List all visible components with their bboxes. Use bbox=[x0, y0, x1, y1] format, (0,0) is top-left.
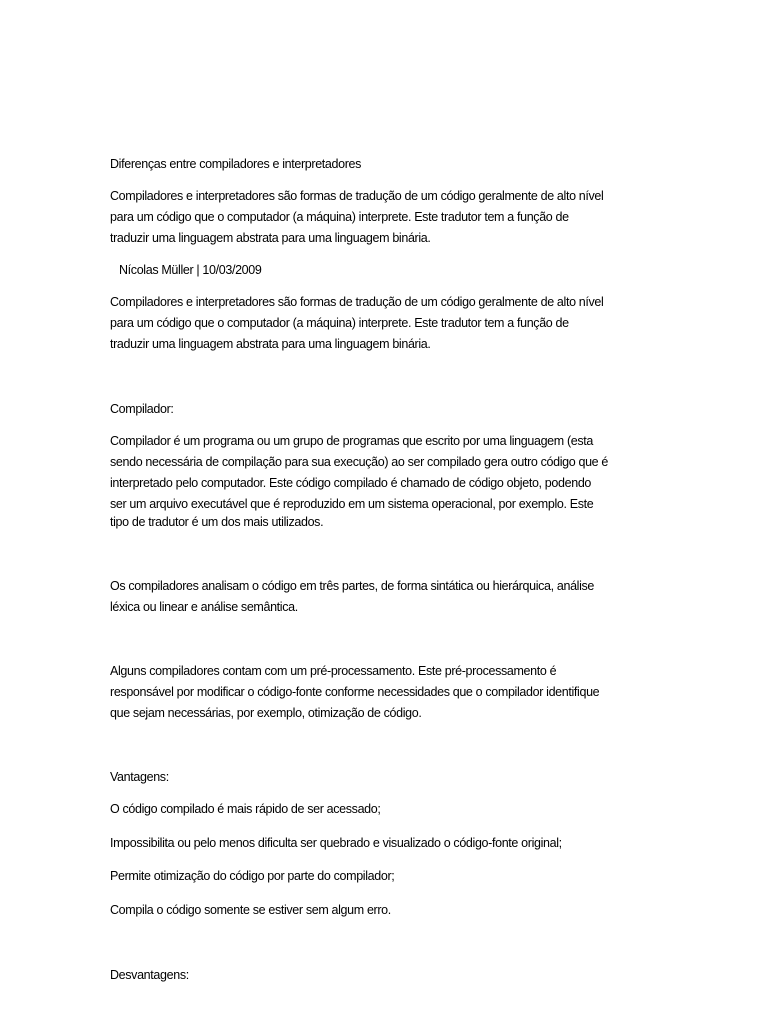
repeat-paragraph-line: traduzir uma linguagem abstrata para uma linguagem binária. bbox=[110, 337, 431, 351]
intro-line: traduzir uma linguagem abstrata para uma linguagem binária. bbox=[110, 231, 431, 245]
repeat-paragraph-line: para um código que o computador (a máquina) interprete. Este tradutor tem a função de bbox=[110, 316, 569, 330]
byline: Nícolas Müller | 10/03/2009 bbox=[119, 263, 262, 277]
intro-line: Compiladores e interpretadores são formas de tradução de um código geralmente de alto nível bbox=[110, 189, 604, 203]
vantagens-heading: Vantagens: bbox=[110, 770, 169, 784]
vantagem-item: Compila o código somente se estiver sem algum erro. bbox=[110, 903, 391, 917]
compilador-line: sendo necessária de compilação para sua execução) ao ser compilado gera outro código que é bbox=[110, 455, 608, 469]
desvantagens-heading: Desvantagens: bbox=[110, 968, 189, 982]
pre-processamento-line: responsável por modificar o código-fonte conforme necessidades que o compilador identifique bbox=[110, 685, 600, 699]
compilador-line: Compilador é um programa ou um grupo de programas que escrito por uma linguagem (esta bbox=[110, 434, 594, 448]
compilador-line: tipo de tradutor é um dos mais utilizados. bbox=[110, 515, 324, 529]
vantagem-item: O código compilado é mais rápido de ser acessado; bbox=[110, 802, 381, 816]
document-title: Diferenças entre compiladores e interpretadores bbox=[110, 157, 362, 171]
analise-line: Os compiladores analisam o código em três partes, de forma sintática ou hierárquica, análise bbox=[110, 579, 595, 593]
pre-processamento-line: que sejam necessárias, por exemplo, otimização de código. bbox=[110, 706, 422, 720]
vantagem-item: Impossibilita ou pelo menos dificulta ser quebrado e visualizado o código-fonte original; bbox=[110, 836, 562, 850]
compilador-line: ser um arquivo executável que é reproduzido em um sistema operacional, por exemplo. Este bbox=[110, 497, 594, 511]
intro-line: para um código que o computador (a máquina) interprete. Este tradutor tem a função de bbox=[110, 210, 569, 224]
analise-line: léxica ou linear e análise semântica. bbox=[110, 600, 298, 614]
compilador-heading: Compilador: bbox=[110, 402, 174, 416]
repeat-paragraph-line: Compiladores e interpretadores são formas de tradução de um código geralmente de alto nível bbox=[110, 295, 604, 309]
vantagem-item: Permite otimização do código por parte do compilador; bbox=[110, 869, 395, 883]
pre-processamento-line: Alguns compiladores contam com um pré-processamento. Este pré-processamento é bbox=[110, 664, 557, 678]
compilador-line: interpretado pelo computador. Este código compilado é chamado de código objeto, podendo bbox=[110, 476, 592, 490]
